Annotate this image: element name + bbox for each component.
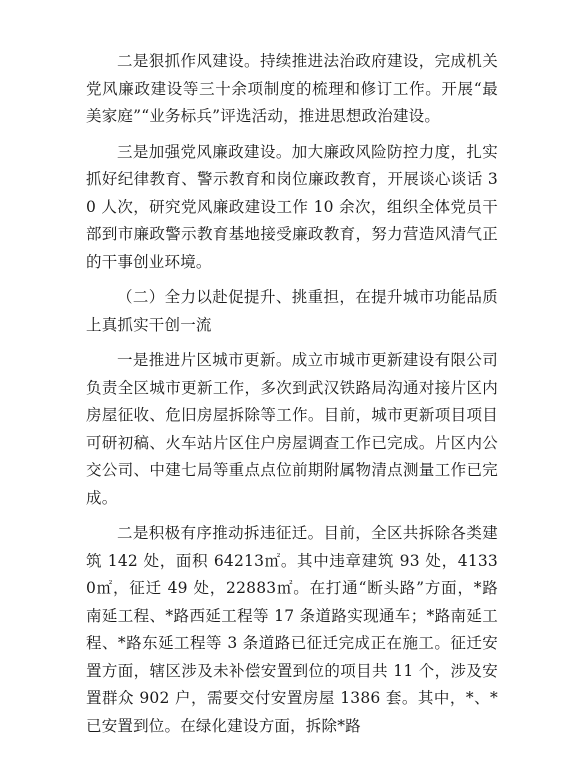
document-page	[86, 48, 498, 748]
paragraph-demolition-relocation: 二是积极有序推动拆违征迁。目前，全区共拆除各类建筑 142 处，面积 64213㎡。其中违章建筑 93 处，41330㎡，征迁 49 处，22883㎡。在打通“断头路”方面，*路南延工程、*路西延工程等 17 条道路实现通车；*路南延工程、*路东延工程等 3 条道路已征迁完成正在施工。征迁安置方面，辖区涉及未补偿安置到位的项目共 11 个，涉及安置群众 902 户，需要交付安置房屋 1386 套。其中，*、*已安置到位。在绿化建设方面，拆除*路	[86, 524, 498, 735]
section-heading-urban-function: （二）全力以赴促提升、挑重担，在提升城市功能品质上真抓实干创一流	[86, 288, 498, 334]
paragraph-work-style: 二是狠抓作风建设。持续推进法治政府建设，完成机关党风廉政建设等三十余项制度的梳理和修订工作。开展“最美家庭”“业务标兵”评选活动，推进思想政治建设。	[86, 52, 498, 125]
paragraph-party-integrity: 三是加强党风廉政建设。加大廉政风险防控力度，扎实抓好纪律教育、警示教育和岗位廉政教育，开展谈心谈话 30 人次，研究党风廉政建设工作 10 余次，组织全体党员干部到市廉政警示教育基地接受廉政教育，努力营造风清气正的干事创业环境。	[86, 142, 498, 271]
paragraph-urban-renewal: 一是推进片区城市更新。成立市城市更新建设有限公司负责全区城市更新工作，多次到武汉铁路局沟通对接片区内房屋征收、危旧房屋拆除等工作。目前，城市更新项目项目可研初稿、火车站片区住户房屋调查工作已完成。片区内公交公司、中建七局等重点点位前期附属物清点测量工作已完成。	[86, 351, 498, 507]
